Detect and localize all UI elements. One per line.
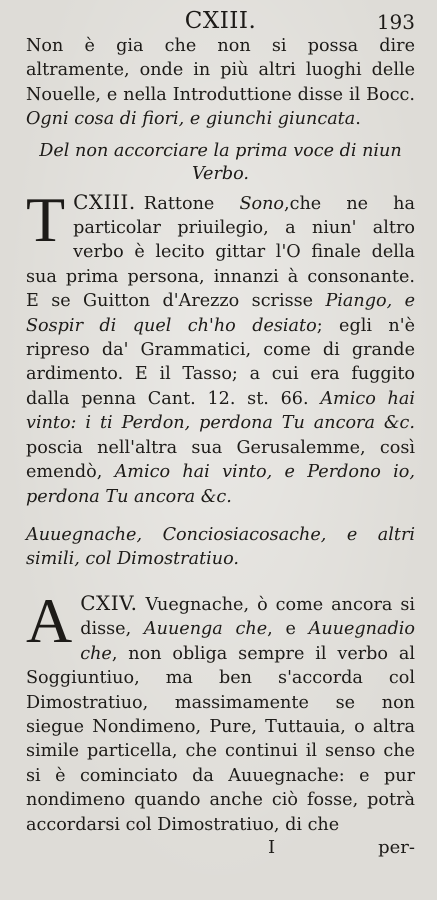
italic-run: Auuenga che [143, 619, 268, 640]
text-run: Vuegnache [145, 594, 244, 615]
section-heading-2: Auuegnache, Conciosiacosache, e altri simili, col Dimostratiuo. [26, 524, 415, 569]
italic-run: Amico hai vinto, e Perdono io, perdona Tu ancora &c. [26, 462, 415, 507]
running-head: CXIII. [184, 8, 257, 34]
section-cxiii [26, 183, 416, 509]
section-cxiii-text [26, 183, 416, 509]
italic-run: Auuegnadio che [80, 619, 415, 664]
text-run: Rattone [143, 193, 240, 214]
italic-run: Sono [239, 193, 285, 214]
intro-lead: Non è gia che non si possa dire altramente, onde in più altri luoghi delle Nouelle, e nella Introduttione disse il Bocc. [26, 36, 415, 105]
page-header [26, 8, 415, 34]
italic-run: Amico hai vinto: i ti Perdon, perdona Tu ancora &c. [26, 388, 415, 434]
text-run: ,che ne ha particolar priuilegio, a niun' altro verbo è lecito gittar l'O finale della sua prima persona, innanzi à consonante. E se Guitton d'Arezzo scrisse [26, 193, 415, 312]
section-number: CXIII. [73, 189, 136, 214]
text-run: , e [267, 619, 309, 640]
drop-cap: A [26, 584, 73, 656]
text-run: , non obliga sempre il verbo al Soggiuntiuo, ma ben s'accorda col Dimostratiuo, massimamente se non siegue Nondimeno, Pure, Tuttauia, o altra simile particella, che continui il senso che si è cominciato da Auuegnache: e pur nondimeno quando anche ciò fosse, potrà accordarsi col Dimostratiuo, di che [26, 643, 415, 835]
text-run: , ò come ancora si disse, [80, 594, 415, 640]
section-cxiv [26, 584, 415, 837]
page-footer [26, 837, 415, 863]
italic-run: Piango, e Sospir di quel ch'ho desiato [26, 291, 415, 336]
section-heading-1: Del non accorciare la prima voce di niun Verbo. [39, 140, 402, 184]
page-number: 193 [376, 10, 415, 34]
section-number: CXIV. [80, 590, 138, 615]
signature-mark: I [268, 836, 276, 858]
intro-quote: Ogni cosa di fiori, e giunchi giuncata [26, 109, 356, 130]
section-cxiv-text [26, 584, 415, 837]
catchword: per- [378, 836, 415, 858]
text-run: poscia nell'altra sua Gerusalemme, così emendò, [26, 437, 415, 483]
text-run: ; egli n'è ripreso da' Grammatici, come di grande ardimento. E il Tasso; a cui era fuggito dalla penna Cant. 12. st. 66. [26, 315, 416, 409]
intro-end: . [355, 109, 361, 130]
intro-paragraph [26, 34, 415, 132]
drop-cap: T [26, 183, 66, 255]
